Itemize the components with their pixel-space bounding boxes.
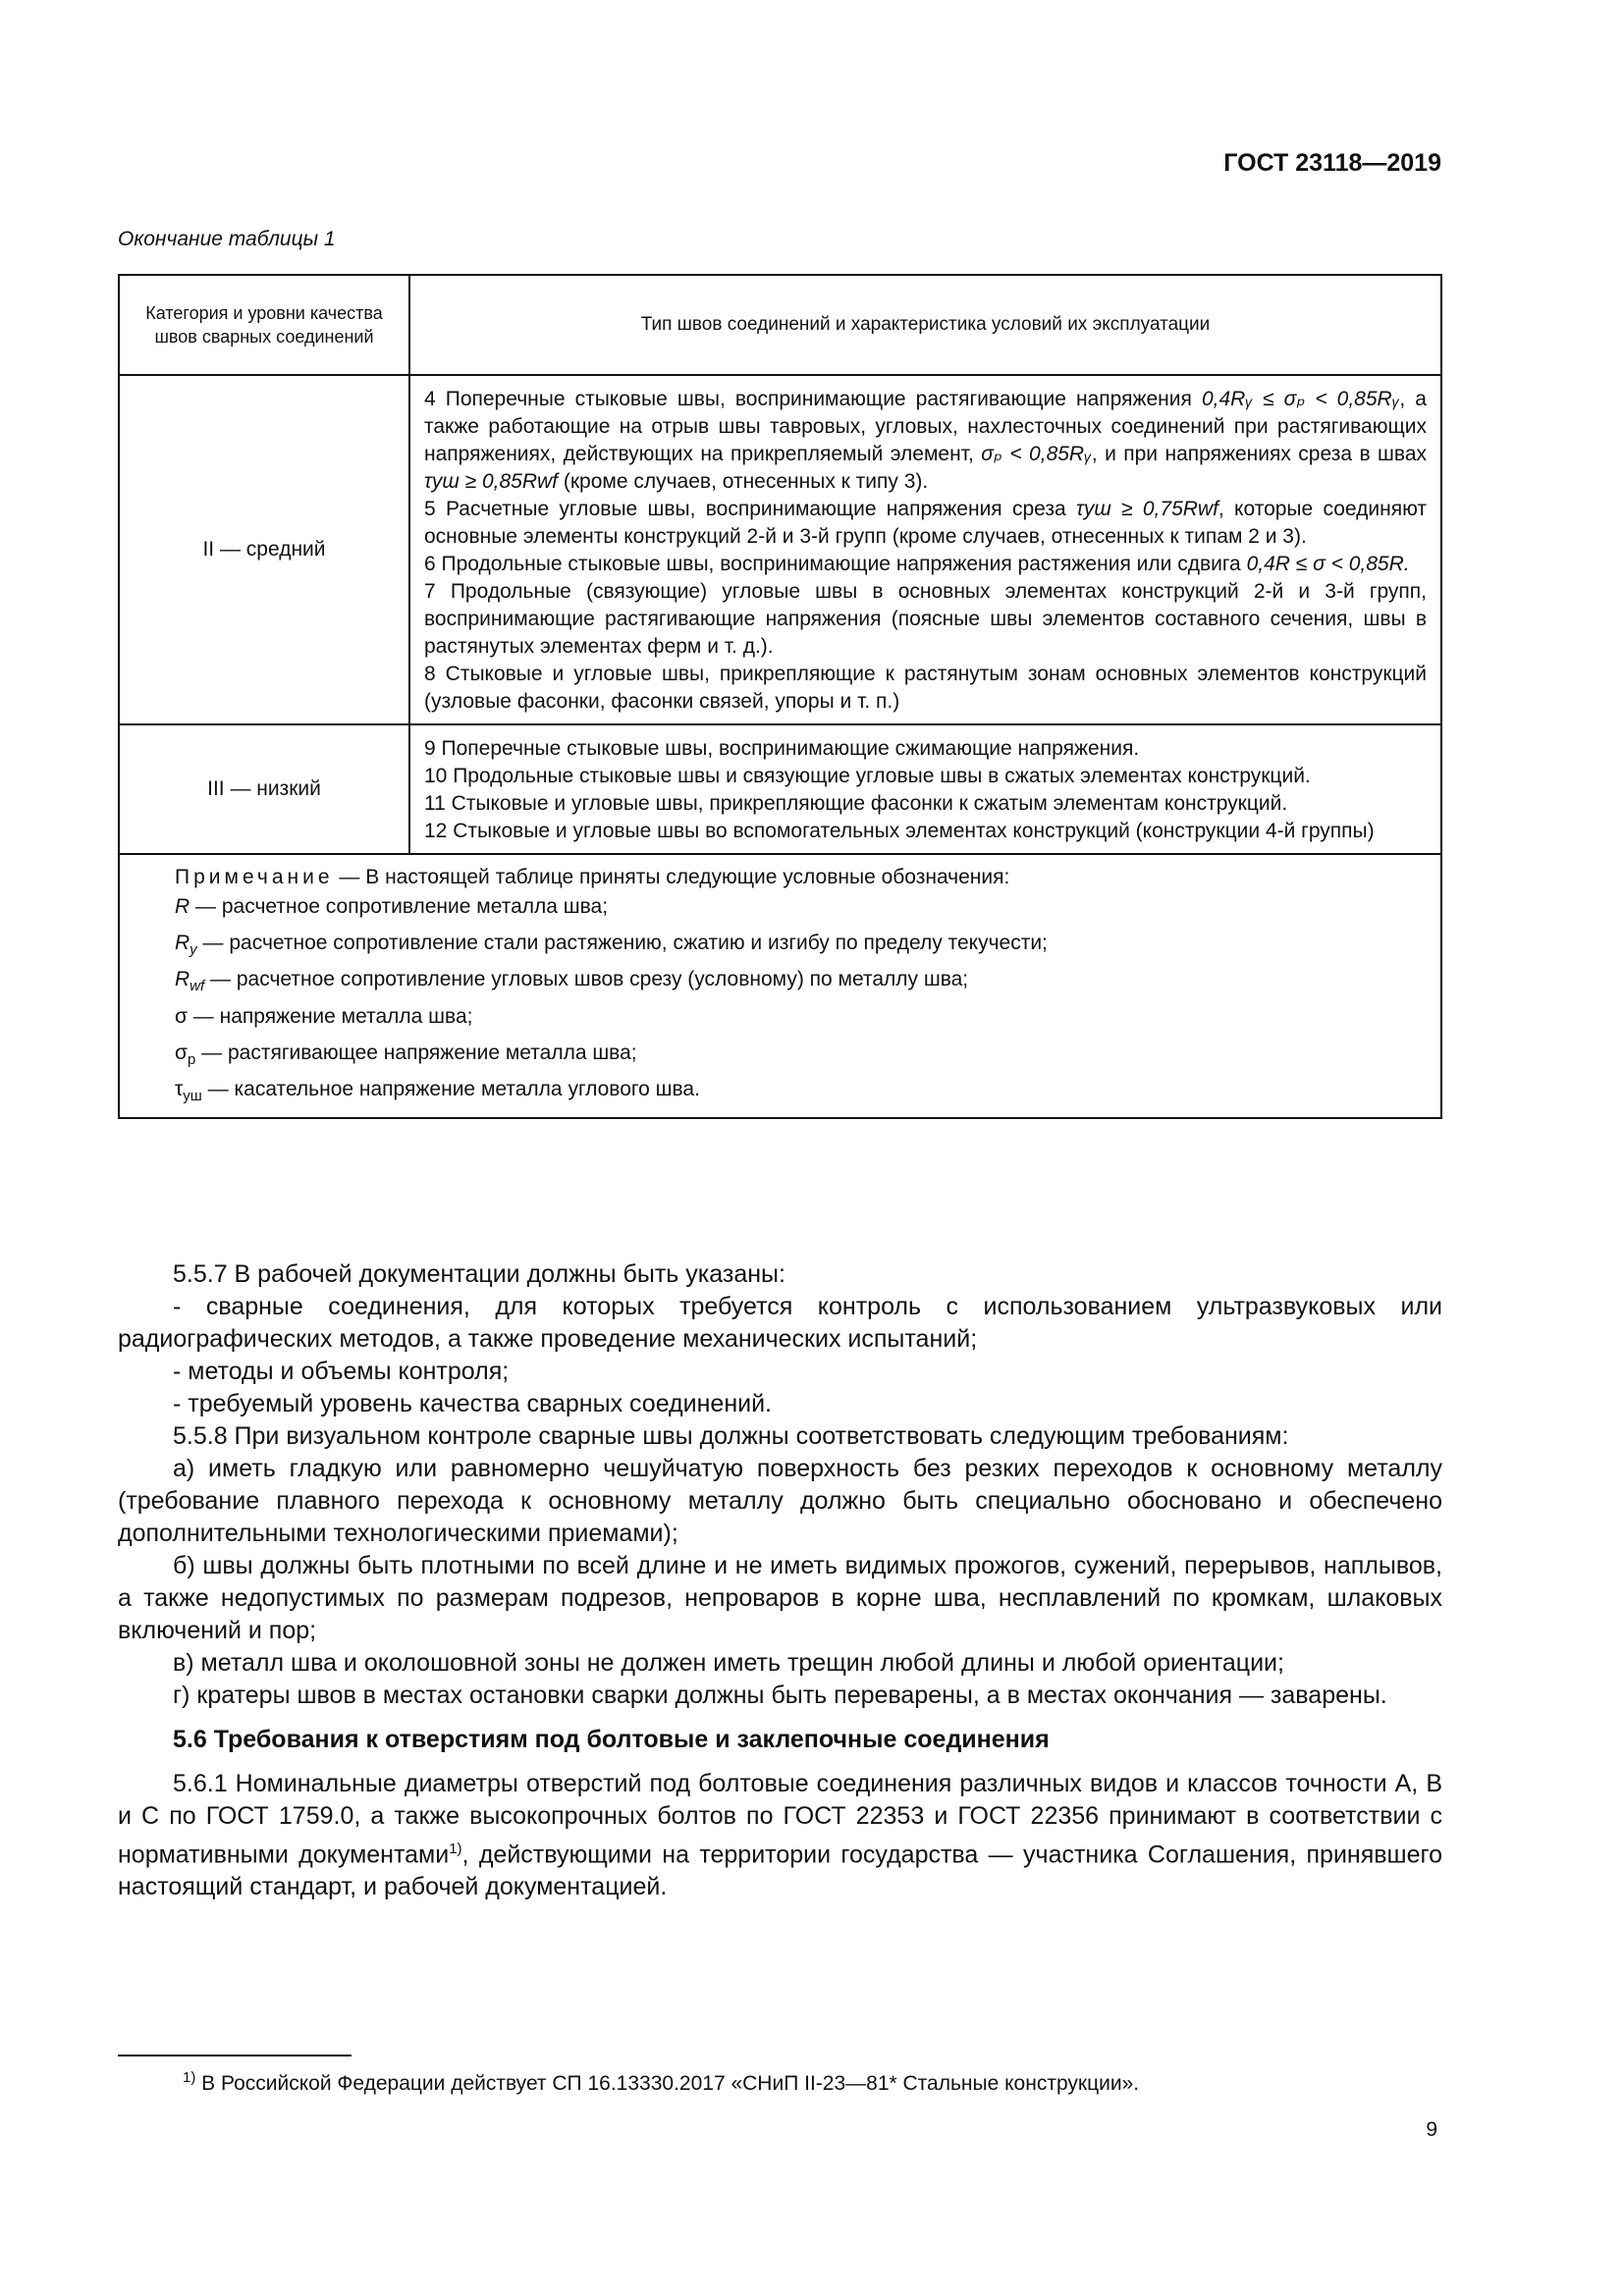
list-item: 11 Стыковые и угловые швы, прикрепляющие фасонки к сжатым элементам конструкций. xyxy=(424,792,1288,815)
section-heading: 5.6 Требования к отверстиям под болтовые и заклепочные соединения xyxy=(173,1726,1050,1753)
list-item: 9 Поперечные стыковые швы, воспринимающие сжимающие напряжения. xyxy=(424,737,1140,760)
footnote-mark: 1) xyxy=(183,2069,196,2086)
paragraph: - сварные соединения, для которых требуется контроль с использованием ультразвуковых или радиографических методов, а также проведение механических испытаний; xyxy=(118,1293,1442,1353)
formula: σₚ < 0,85Rᵧ xyxy=(981,443,1092,465)
category-cell: II — средний xyxy=(119,375,409,724)
paragraph: 5.5.8 При визуальном контроле сварные швы должны соответствовать следующим требованиям: xyxy=(173,1422,1289,1450)
footnote: $^{1)}$ В Российской Федерации действует СП 16.13330.2017 «СНиП II-23—81* Стальные конструкции». xyxy=(183,2069,1140,2095)
items-cell xyxy=(409,724,1441,854)
formula: 0,4Rᵧ ≤ σₚ < 0,85Rᵧ xyxy=(1201,388,1400,410)
list-item: 8 Стыковые и угловые швы, прикрепляющие к растянутым зонам основных элементов конструкций (узловые фасонки, фасонки связей, упоры и т. п.) xyxy=(424,663,1427,713)
header-type: Тип швов соединений и характеристика условий их эксплуатации xyxy=(409,275,1441,375)
formula: τуш ≥ 0,75Rwf xyxy=(1075,498,1218,520)
page-number: 9 xyxy=(1426,2118,1437,2141)
list-item: 10 Продольные стыковые швы и связующие угловые швы в сжатых элементах конструкций. xyxy=(424,765,1311,787)
table-row xyxy=(119,375,1441,724)
paragraph: - требуемый уровень качества сварных соединений. xyxy=(173,1390,772,1417)
paragraph: в) металл шва и околошовной зоны не должен иметь трещин любой длины и любой ориентации; xyxy=(173,1649,1284,1677)
paragraph: б) швы должны быть плотными по всей длине и не иметь видимых прожогов, сужений, перерывов, наплывов, а также недопустимых по размерам подрезов, непроваров в корне шва, несплавлений по кромкам, шлаковых включений и пор; xyxy=(118,1552,1442,1644)
note-line: $\sigma_р$ — растягивающее напряжение металла шва; xyxy=(175,1041,637,1068)
items-cell xyxy=(409,375,1441,724)
formula: τуш ≥ 0,85Rwf xyxy=(424,470,559,493)
note-line: σ — напряжение металла шва; xyxy=(175,1004,473,1028)
list-item: 7 Продольные (связующие) угловые швы в основных элементах конструкций 2-й и 3-й групп, воспринимающие растягивающие напряжения (поясные швы элементов составного сечения, швы в растянутых элементах ферм и т. д.). xyxy=(424,580,1427,658)
paragraph: а) иметь гладкую или равномерно чешуйчатую поверхность без резких переходов к основному металлу (требование плавного перехода к основному металлу должно быть специально обосновано и обеспечено дополнительными технологическими приемами); xyxy=(118,1455,1442,1547)
note-label: Примечание xyxy=(175,866,334,888)
note-line: $R_y$ — расчетное сопротивление стали растяжению, сжатию и изгибу по пределу текучести; xyxy=(175,932,1048,959)
body-text xyxy=(118,1258,1442,1903)
footnote-ref[interactable]: 1) xyxy=(449,1841,462,1857)
note-line: $R_{wf}$ — расчетное сопротивление угловых швов срезу (условному) по металлу шва; xyxy=(175,968,969,995)
header-category: Категория и уровни качества швов сварных соединений xyxy=(119,275,409,375)
note-line: R — расчетное сопротивление металла шва; xyxy=(175,895,609,918)
table-header-row xyxy=(119,275,1441,375)
list-item: 5 Расчетные угловые швы, воспринимающие напряжения среза τуш ≥ 0,75Rwf, которые соединяют основные элементы конструкций 2-й и 3-й групп (кроме случаев, отнесенных к типам 2 и 3). xyxy=(424,498,1427,548)
formula: 0,4R ≤ σ < 0,85R. xyxy=(1246,553,1410,575)
note-line: $\tau_{уш}$ — касательное напряжение металла углового шва. xyxy=(175,1077,700,1105)
category-cell: III — низкий xyxy=(119,724,409,854)
table-note-row xyxy=(119,854,1441,1118)
document-code: ГОСТ 23118—2019 xyxy=(1223,149,1441,177)
paragraph: 5.5.7 В рабочей документации должны быть указаны: xyxy=(173,1260,785,1288)
paragraph: г) кратеры швов в местах остановки сварки должны быть переварены, а в местах окончания — заварены. xyxy=(173,1682,1387,1709)
paragraph: - методы и объемы контроля; xyxy=(173,1358,510,1385)
list-item: 4 Поперечные стыковые швы, воспринимающие растягивающие напряжения 0,4Rᵧ ≤ σₚ < 0,85Rᵧ, а также работающие на отрыв швы тавровых, угловых, нахлесточных соединений при растягивающих напряжениях, действующих на прикрепляемый элемент, σₚ < 0,85Rᵧ, и при напряжениях среза в швах τуш ≥ 0,85Rwf (кроме случаев, отнесенных к типу 3). xyxy=(424,388,1427,493)
table-note: Примечание — В настоящей таблице приняты следующие условные обозначения: R — расчетное сопротивление металла шва; $R_y$ — расчетное сопротивление стали растяжению, сжатию и изгибу по пределу текучести; $R_{wf}$ — расчетное сопротивление угловых швов срезу (условному) по металлу шва; σ — напряжение металла шва; $\sigma_р$ — растягивающее напряжение металла шва; $\tau_{уш}$ — касательное напряжение металла углового шва. xyxy=(119,854,1441,1118)
table-caption: Окончание таблицы 1 xyxy=(118,228,336,250)
table-row xyxy=(119,724,1441,854)
paragraph: 5.6.1 Номинальные диаметры отверстий под болтовые соединения различных видов и классов точности А, В и С по ГОСТ 1759.0, а также высокопрочных болтов по ГОСТ 22353 и ГОСТ 22356 принимают в соответствии с нормативными документами$^{1)}$, действующими на территории государства — участника Соглашения, принявшего настоящий стандарт, и рабочей документацией. xyxy=(118,1770,1442,1901)
list-item: 12 Стыковые и угловые швы во вспомогательных элементах конструкций (конструкции 4-й группы) xyxy=(424,820,1375,842)
footnote-divider xyxy=(118,2055,352,2056)
table-1 xyxy=(118,274,1442,1119)
list-item: 6 Продольные стыковые швы, воспринимающие напряжения растяжения или сдвига 0,4R ≤ σ < 0,85R. xyxy=(424,553,1410,575)
